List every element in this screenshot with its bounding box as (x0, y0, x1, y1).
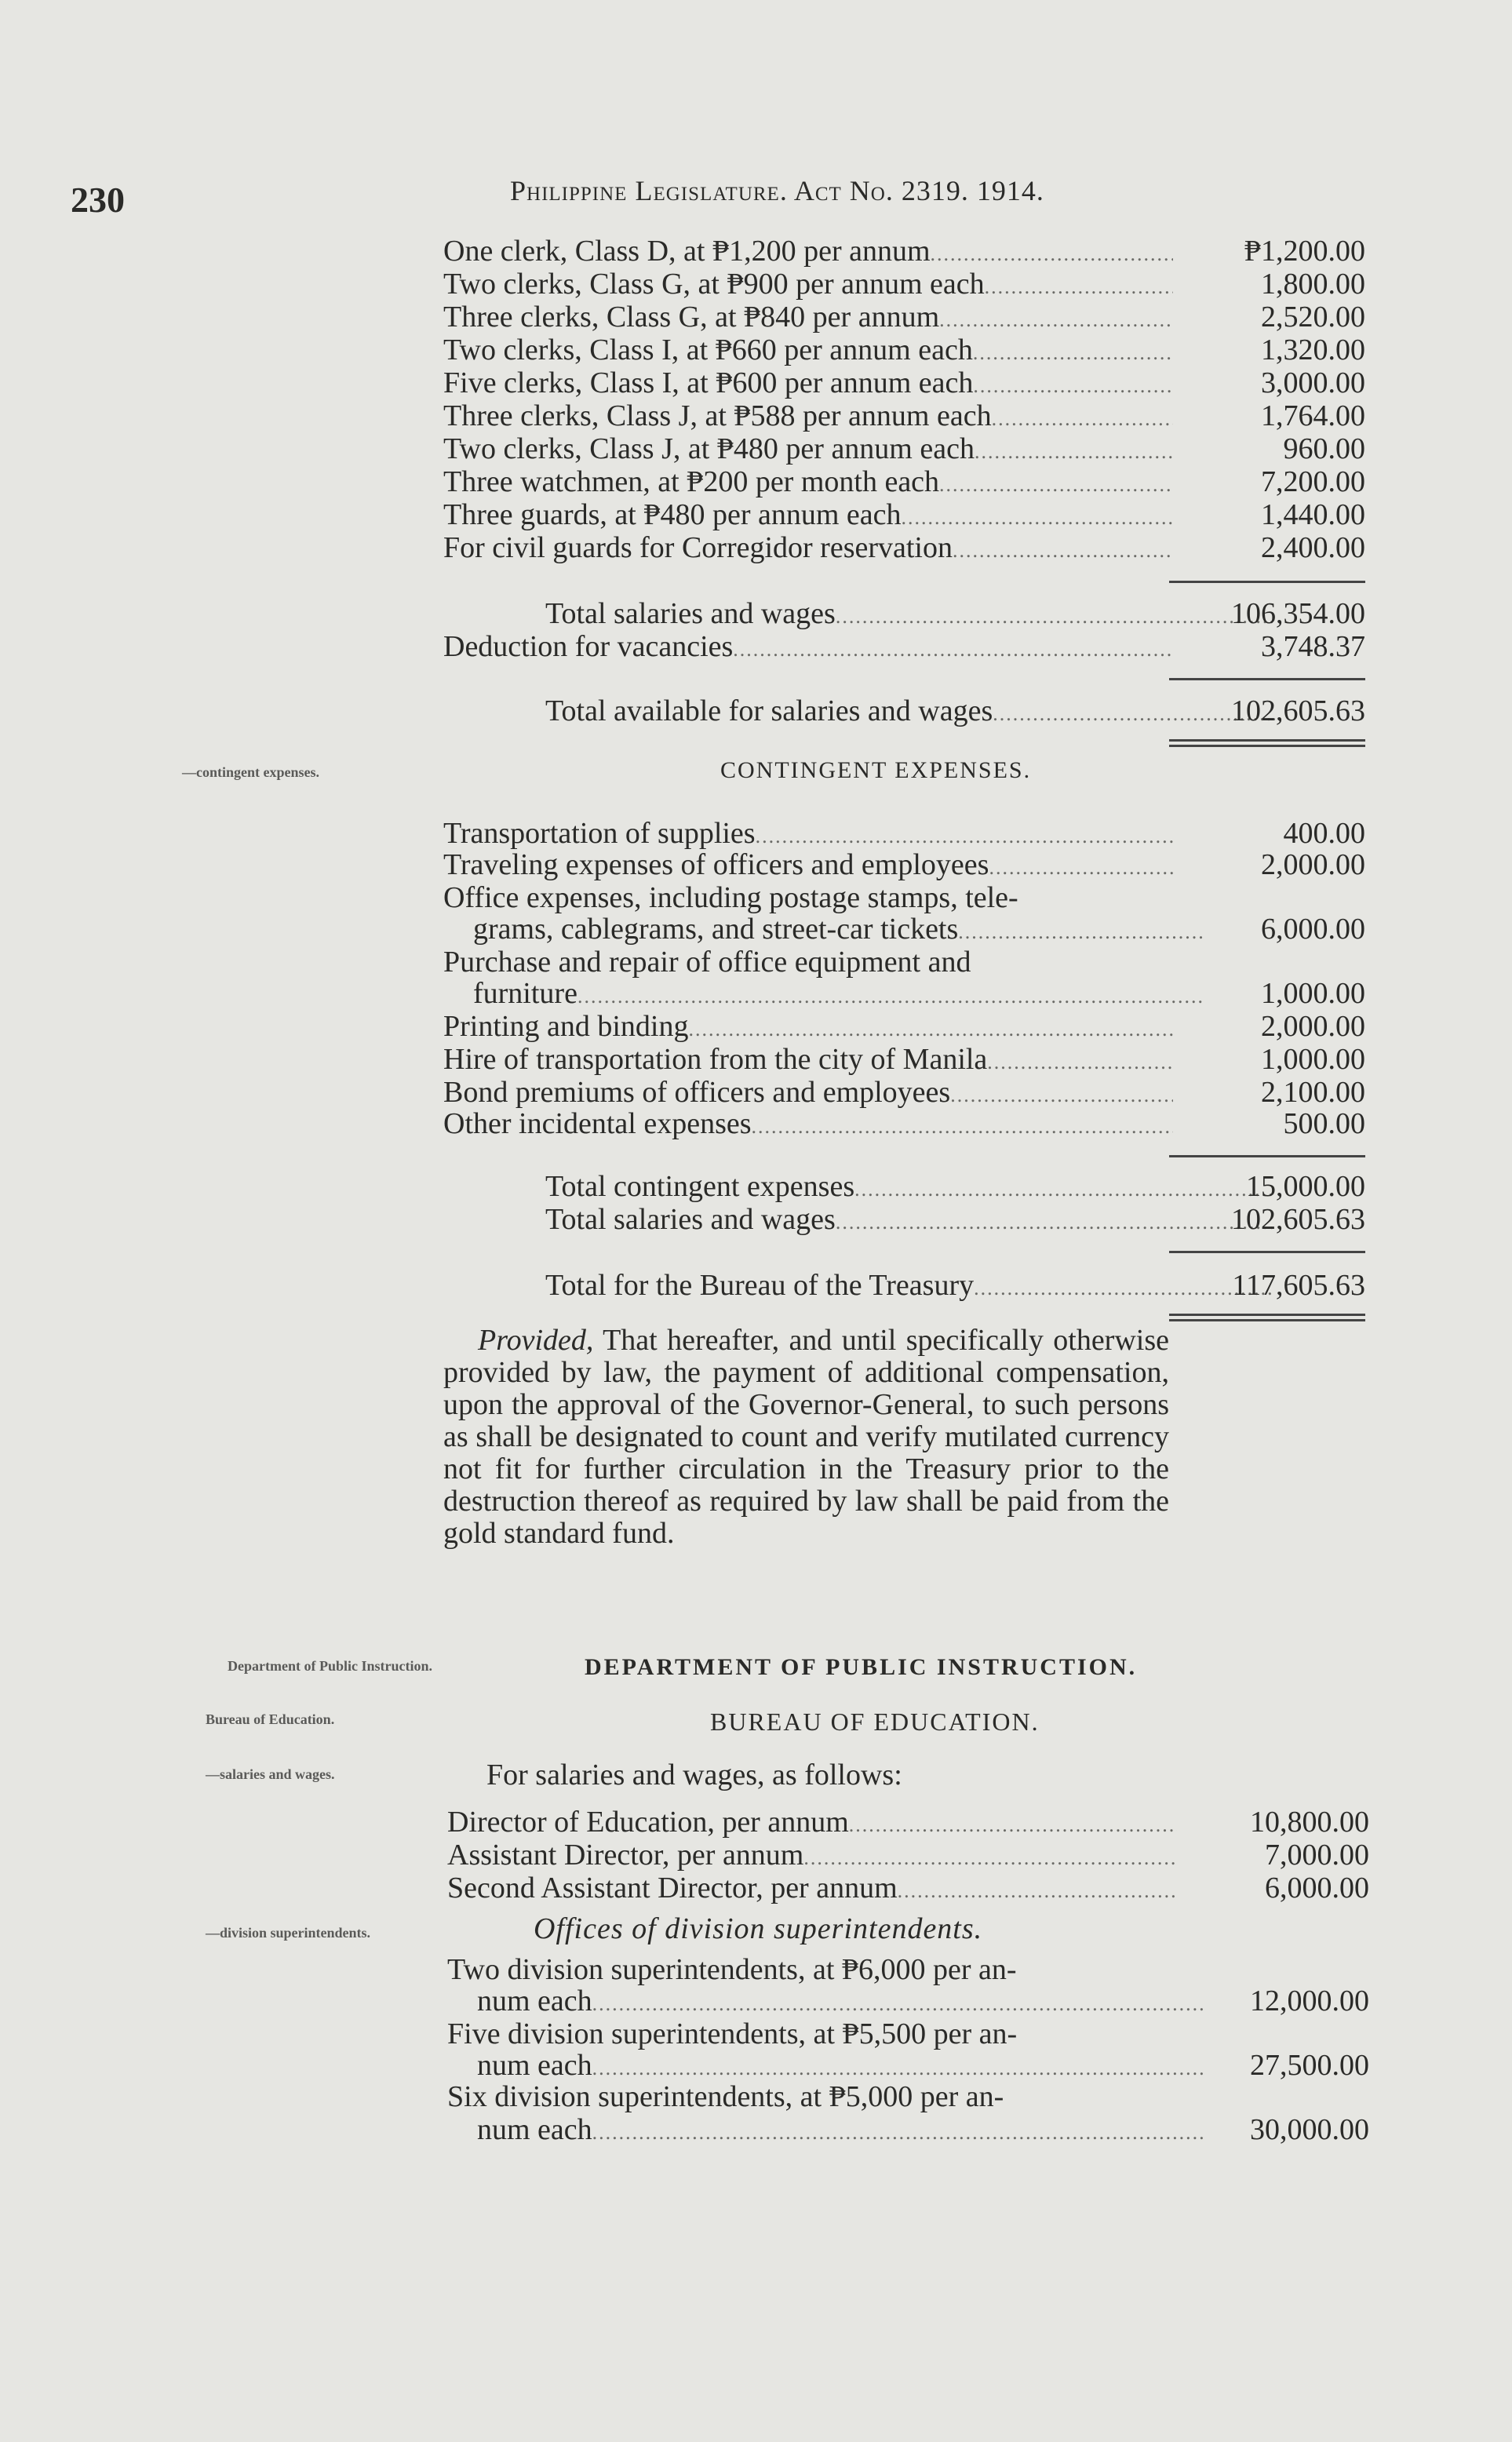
contingent-item-line1: Office expenses, including postage stamps, tele- (443, 881, 1018, 914)
sum-rule (1169, 1155, 1365, 1157)
sum-rule (1169, 1251, 1365, 1253)
division-item: num each ..... 27,500.00 (447, 2048, 1369, 2083)
running-head: Philippine Legislature. Act No. 2319. 1914. (510, 175, 1044, 206)
contingent-item: grams, cablegrams, and street-car tickets ..... 6,000.00 (443, 912, 1365, 946)
salary-item: Three guards, at ₱480 per annum each ..... 1,440.00 (443, 498, 1365, 532)
total-contingent-row: Total contingent expenses ..... 15,000.00 (443, 1169, 1365, 1204)
salary-item: Two clerks, Class I, at ₱660 per annum each ..... 1,320.00 (443, 333, 1365, 367)
total-available-row: Total available for salaries and wages ..... 102,605.63 (443, 694, 1365, 728)
division-item-line1: Six division superintendents, at ₱5,000 per an- (447, 2080, 1004, 2113)
margin-note-salaries: —salaries and wages. (206, 1766, 335, 1782)
department-heading: DEPARTMENT OF PUBLIC INSTRUCTION. (585, 1654, 1138, 1680)
contingent-heading: CONTINGENT EXPENSES. (720, 757, 1032, 783)
contingent-item: Bond premiums of officers and employees ..... 2,100.00 (443, 1075, 1365, 1110)
salary-item: Two clerks, Class G, at ₱900 per annum each ..... 1,800.00 (443, 267, 1365, 301)
contingent-item: Other incidental expenses ..... 500.00 (443, 1106, 1365, 1141)
salary-item: Three clerks, Class J, at ₱588 per annum each ..... 1,764.00 (443, 399, 1365, 433)
contingent-item-line1: Purchase and repair of office equipment and (443, 946, 971, 979)
bureau-heading: BUREAU OF EDUCATION. (710, 1708, 1040, 1736)
contingent-item: Traveling expenses of officers and employees ..... 2,000.00 (443, 847, 1365, 882)
education-item: Director of Education, per annum ..... 10,800.00 (447, 1805, 1369, 1839)
margin-note-bureau: Bureau of Education. (206, 1711, 335, 1727)
salary-item: Two clerks, Class J, at ₱480 per annum each ..... 960.00 (443, 432, 1365, 466)
contingent-item: Transportation of supplies ..... 400.00 (443, 816, 1365, 851)
sum-rule (1169, 581, 1365, 583)
contingent-item: Printing and binding ..... 2,000.00 (443, 1009, 1365, 1044)
division-item: num each ..... 30,000.00 (447, 2112, 1369, 2147)
salary-item: Three clerks, Class G, at ₱840 per annum ..... 2,520.00 (443, 300, 1365, 334)
contingent-item: furniture ..... 1,000.00 (443, 976, 1365, 1011)
salary-item: Three watchmen, at ₱200 per month each ..... 7,200.00 (443, 465, 1365, 499)
page-number: 230 (71, 180, 125, 220)
total-salaries-row-2: Total salaries and wages ..... 102,605.63 (443, 1202, 1365, 1237)
proviso-paragraph (443, 1325, 1169, 1550)
division-item-line1: Five division superintendents, at ₱5,500 per an- (447, 2017, 1018, 2050)
salaries-intro: For salaries and wages, as follows: (486, 1759, 902, 1791)
total-salaries-row: Total salaries and wages ..... 106,354.00 (443, 596, 1365, 631)
proviso-text: That hereafter, and until specifically otherwise provided by law, the payment of additional compensation, upon the approval of the Governor-General, to such persons as shall be designated to count and verify mutilated currency not fit for further circulation in the Treasury prior to the destruction thereof as required by law shall be paid from the gold standard fund. (443, 1324, 1169, 1550)
sum-rule (1169, 678, 1365, 680)
double-rule (1169, 1314, 1365, 1321)
contingent-item: Hire of transportation from the city of Manila ..... 1,000.00 (443, 1042, 1365, 1077)
division-item: num each ..... 12,000.00 (447, 1984, 1369, 2018)
education-item: Second Assistant Director, per annum ..... 6,000.00 (447, 1871, 1369, 1905)
margin-note-division: —division superintendents. (206, 1925, 371, 1941)
salary-item: Five clerks, Class I, at ₱600 per annum each ..... 3,000.00 (443, 366, 1365, 400)
division-heading: Offices of division superintendents. (534, 1912, 983, 1945)
double-rule (1169, 739, 1365, 747)
total-treasury-row: Total for the Bureau of the Treasury ..... 117,605.63 (443, 1268, 1365, 1303)
proviso-italic: Provided, (478, 1324, 594, 1357)
division-item-line1: Two division superintendents, at ₱6,000 per an- (447, 1953, 1017, 1986)
margin-note-contingent: —contingent expenses. (182, 764, 319, 780)
salary-item: One clerk, Class D, at ₱1,200 per annum ..... ₱1,200.00 (443, 234, 1365, 268)
deduction-row: Deduction for vacancies ..... 3,748.37 (443, 629, 1365, 664)
education-item: Assistant Director, per annum ..... 7,000.00 (447, 1838, 1369, 1872)
margin-note-department: Department of Public Instruction. (228, 1658, 432, 1674)
salary-item: For civil guards for Corregidor reservation ..... 2,400.00 (443, 530, 1365, 565)
